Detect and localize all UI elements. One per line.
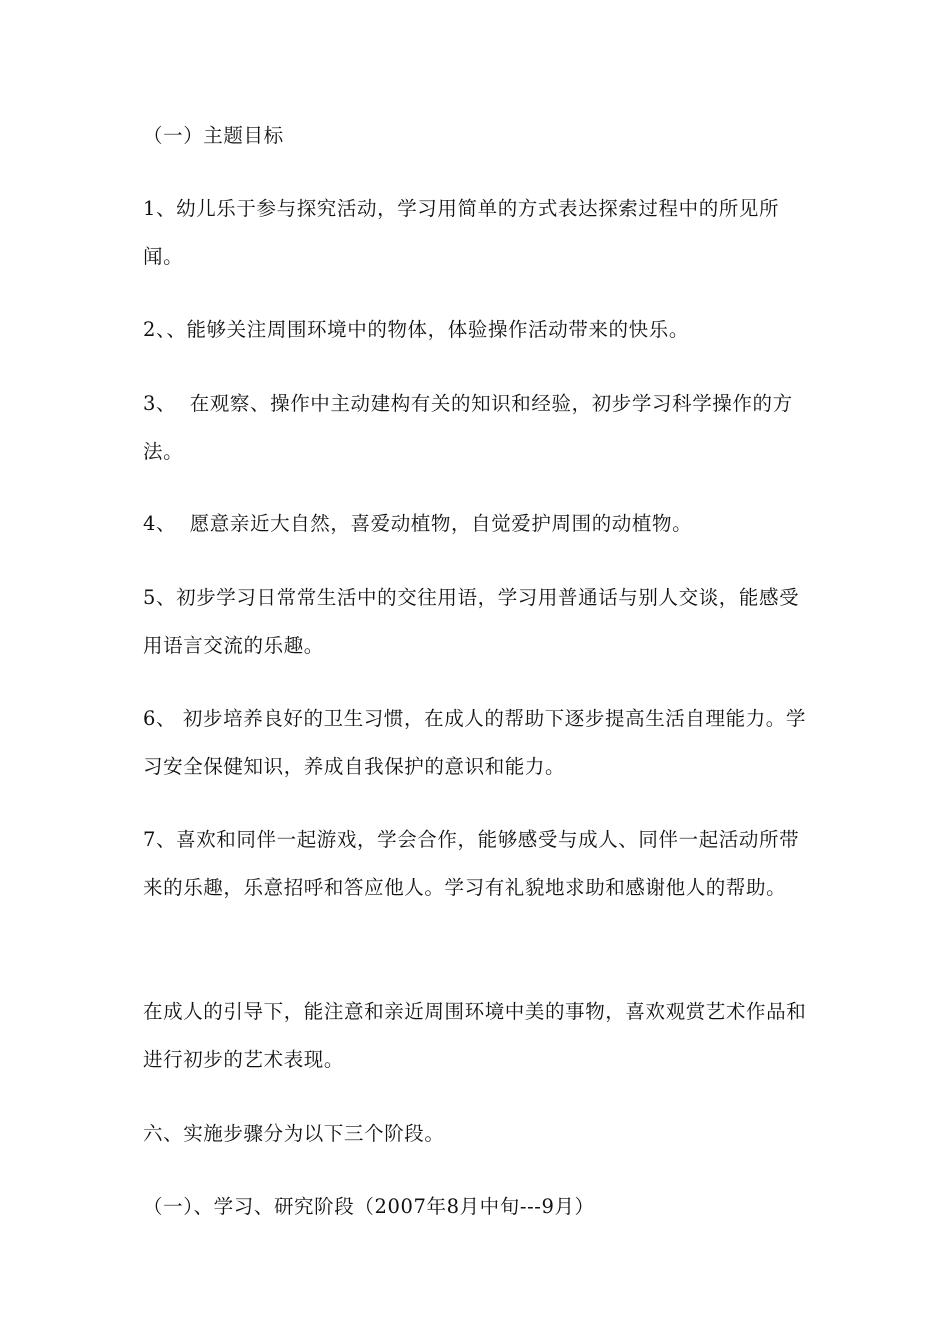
goal-paragraph-7: 7、喜欢和同伴一起游戏，学会合作，能够感受与成人、同伴一起活动所带来的乐趣，乐意招呼和答应他人。学习有礼貌地求助和感谢他人的帮助。 <box>143 828 800 899</box>
goal-paragraph-1: 1、幼儿乐于参与探究活动，学习用简单的方式表达探索过程中的所见所闻。 <box>143 197 780 268</box>
section-six-heading: 六、实施步骤分为以下三个阶段。 <box>143 1122 445 1145</box>
goal-paragraph-6: 6、 初步培养良好的卫生习惯，在成人的帮助下逐步提高生活自理能力。学习安全保健知识，养成自我保护的意识和能力。 <box>143 707 807 778</box>
goal-paragraph-4: 4、 愿意亲近大自然，喜爱动植物，自觉爱护周围的动植物。 <box>143 512 693 535</box>
goal-paragraph-5: 5、初步学习日常常生活中的交往用语，学习用普通话与别人交谈，能感受用语言交流的乐趣。 <box>143 586 800 657</box>
section-heading: （一）主题目标 <box>143 124 284 147</box>
stage-one-heading: （一）、学习、研究阶段（2007年8月中旬---9月） <box>143 1195 595 1218</box>
goal-paragraph-2: 2、、能够关注周围环境中的物体，体验操作活动带来的快乐。 <box>143 318 689 341</box>
goal-paragraph-art: 在成人的引导下，能注意和亲近周围环境中美的事物，喜欢观赏艺术作品和进行初步的艺术表现。 <box>143 1000 807 1071</box>
goal-paragraph-3: 3、 在观察、操作中主动建构有关的知识和经验，初步学习科学操作的方法。 <box>143 392 793 463</box>
